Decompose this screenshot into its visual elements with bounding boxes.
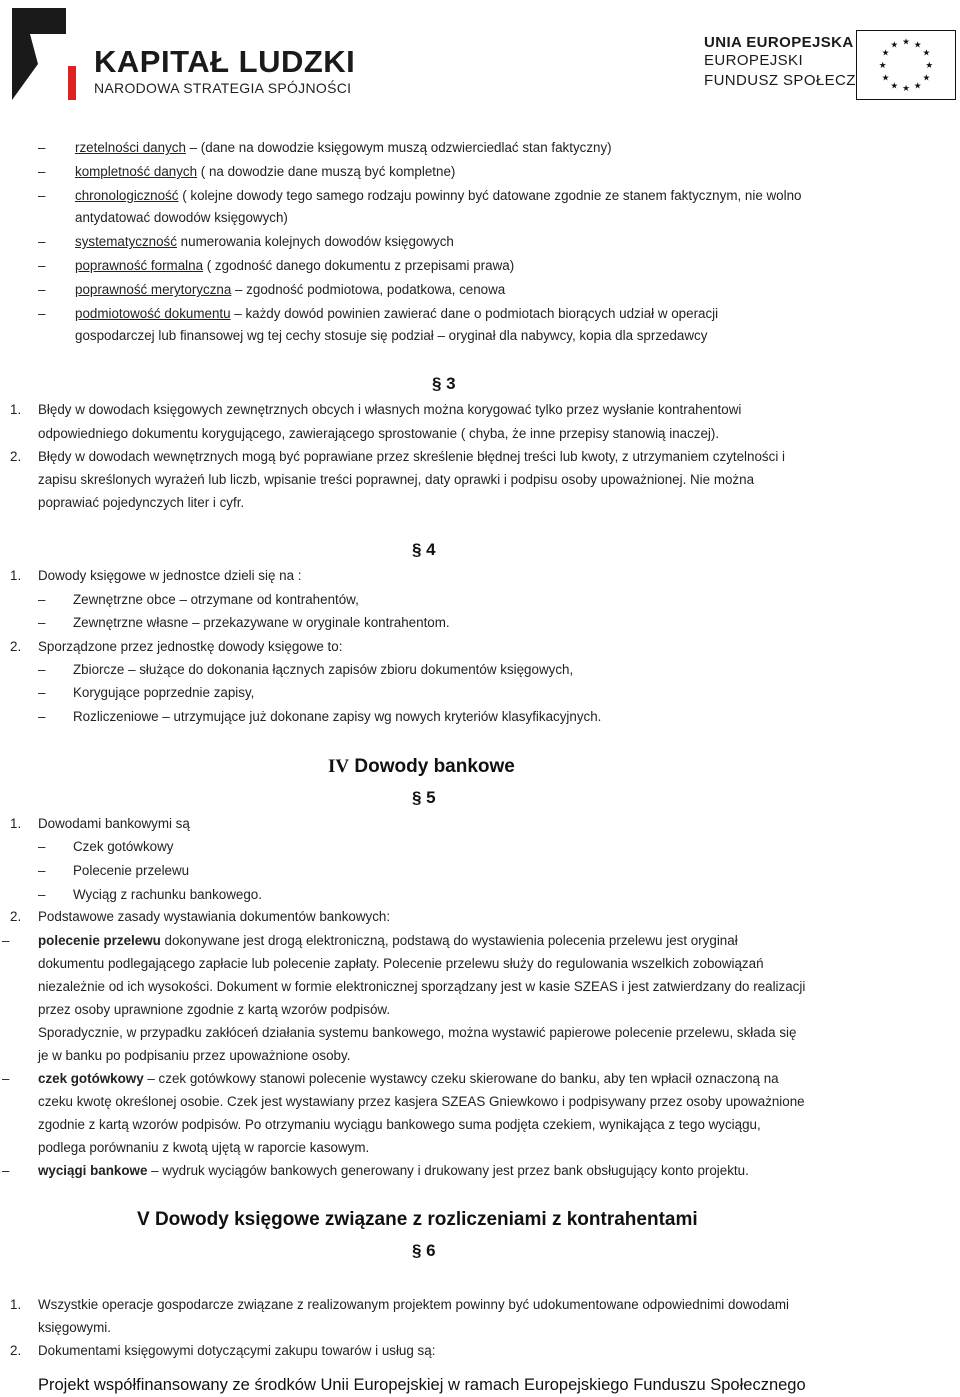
svg-text:★: ★ <box>881 48 890 59</box>
dash-bullet: – <box>38 306 46 321</box>
paragraph-line: Dowodami bankowymi są <box>38 816 190 831</box>
paragraph-line: Dowody księgowe w jednostce dzieli się na : <box>38 568 302 583</box>
section-3-title: § 3 <box>432 374 456 393</box>
dash-bullet: – <box>38 863 46 878</box>
svg-text:★: ★ <box>878 60 887 71</box>
dash-bullet: – <box>38 839 46 854</box>
dash-bullet: – <box>38 282 46 297</box>
paragraph-line: wyciągi bankowe – wydruk wyciągów bankowych generowany i drukowany jest przez bank obsługujący konto projektu. <box>38 1163 749 1178</box>
paragraph-line: poprawiać pojedynczych liter i cyfr. <box>38 495 245 510</box>
paragraph-line: Sporadycznie, w przypadku zakłóceń działania systemu bankowego, można wystawić papierowe polecenie przelewu, składa się <box>38 1025 797 1040</box>
chapter-5-title: V Dowody księgowe związane z rozliczeniami z kontrahentami <box>137 1209 698 1230</box>
section-4-title: § 4 <box>412 540 436 559</box>
list-item: poprawność merytoryczna – zgodność podmiotowa, podatkowa, cenowa <box>75 282 506 297</box>
dash-bullet: – <box>38 234 46 249</box>
item-number: 2. <box>10 909 22 924</box>
list-item-cont: gospodarczej lub finansowej wg tej cechy stosuje się podział – oryginał dla nabywcy, kopia dla sprzedawcy <box>75 328 708 343</box>
dash-bullet: – <box>38 709 46 724</box>
paragraph-line: dokumentu podlegającego zapłacie lub polecenie zapłaty. Polecenie przelewu służy do regulowania wszelkich zobowiązań <box>38 956 764 971</box>
logo-title: KAPITAŁ LUDZKI <box>94 44 356 79</box>
list-item: poprawność formalna ( zgodność danego dokumentu z przepisami prawa) <box>75 258 515 273</box>
list-item: Rozliczeniowe – utrzymujące już dokonane zapisy wg nowych kryteriów klasyfikacyjnych. <box>73 709 602 724</box>
paragraph-line: odpowiedniego dokumentu korygującego, zawierającego sprostowanie ( chyba, że inne przepisy stanowią inaczej). <box>38 426 720 441</box>
item-number: 1. <box>10 568 22 583</box>
eu-flag-icon <box>856 30 956 100</box>
paragraph-line: je w banku po podpisaniu przez upoważnione osoby. <box>38 1048 351 1063</box>
svg-text:★: ★ <box>890 40 899 51</box>
paragraph-line: Podstawowe zasady wystawiania dokumentów bankowych: <box>38 909 391 924</box>
list-item: Czek gotówkowy <box>73 839 174 854</box>
eu-logo <box>700 30 958 102</box>
section-6-title: § 6 <box>412 1241 436 1260</box>
item-number: 1. <box>10 1297 22 1312</box>
dash-bullet: – <box>2 1071 10 1086</box>
paragraph-line: zapisu skreślonych wyrażeń lub liczb, wpisanie treści poprawnej, daty oprawki i podpisu osoby upoważnionej. Nie można <box>38 472 755 487</box>
svg-text:★: ★ <box>913 81 922 92</box>
list-item: Korygujące poprzednie zapisy, <box>73 685 255 700</box>
list-item: Zewnętrzne własne – przekazywane w oryginale kontrahentom. <box>73 615 450 630</box>
kapital-ludzki-logo <box>8 4 356 104</box>
eu-line2: EUROPEJSKI <box>704 52 804 69</box>
list-item: kompletność danych ( na dowodzie dane muszą być kompletne) <box>75 164 456 179</box>
item-number: 1. <box>10 402 22 417</box>
paragraph-line: podlega porównaniu z kwotą ujętą w raporcie kasowym. <box>38 1140 370 1155</box>
list-item: chronologiczność ( kolejne dowody tego samego rodzaju powinny być datowane zgodnie ze stanem faktycznym, nie wolno <box>75 188 802 203</box>
dash-bullet: – <box>38 140 46 155</box>
paragraph-line: księgowymi. <box>38 1320 111 1335</box>
dash-bullet: – <box>38 164 46 179</box>
paragraph-line: Błędy w dowodach księgowych zewnętrznych obcych i własnych można korygować tylko przez wysłanie kontrahentowi <box>38 402 742 417</box>
eu-line3: FUNDUSZ SPOŁECZNY <box>704 72 878 89</box>
page-footer: Projekt współfinansowany ze środków Unii Europejskiej w ramach Europejskiego Funduszu Społecznego <box>38 1376 806 1394</box>
dash-bullet: – <box>38 188 46 203</box>
paragraph-line: Błędy w dowodach wewnętrznych mogą być poprawiane przez skreślenie błędnej treści lub kwoty, z utrzymaniem czytelności i <box>38 449 785 464</box>
paragraph-line: czek gotówkowy – czek gotówkowy stanowi polecenie wystawcy czeku skierowane do banku, aby ten wpłacił oznaczoną na <box>38 1071 779 1086</box>
list-item: Polecenie przelewu <box>73 863 190 878</box>
svg-text:★: ★ <box>881 73 890 84</box>
paragraph-line: polecenie przelewu dokonywane jest drogą elektroniczną, podstawą do wystawienia polecenia przelewu jest oryginał <box>38 933 738 948</box>
item-number: 2. <box>10 1343 22 1358</box>
list-item: systematyczność numerowania kolejnych dowodów księgowych <box>75 234 454 249</box>
dash-bullet: – <box>38 615 46 630</box>
paragraph-line: zgodnie z kartą wzorów podpisów. Po otrzymaniu wyciągu bankowego suma podjęta czekiem, wynikająca z tego wyciągu, <box>38 1117 761 1132</box>
list-item: Zewnętrzne obce – otrzymane od kontrahentów, <box>73 592 359 607</box>
dash-bullet: – <box>2 933 10 948</box>
kapital-ludzki-emblem-icon <box>8 4 80 104</box>
svg-text:★: ★ <box>902 84 910 95</box>
list-item: Zbiorcze – służące do dokonania łącznych zapisów zbioru dokumentów księgowych, <box>73 662 574 677</box>
paragraph-line: przez osoby uprawnione zgodnie z kartą wzorów podpisów. <box>38 1002 391 1017</box>
svg-text:★: ★ <box>922 48 931 59</box>
dash-bullet: – <box>38 662 46 677</box>
section-5-title: § 5 <box>412 788 436 807</box>
dash-bullet: – <box>38 258 46 273</box>
eu-line1: UNIA EUROPEJSKA <box>704 34 854 51</box>
paragraph-line: niezależnie od ich wysokości. Dokument w formie elektronicznej sporządzany jest w kasie SZEAS i jest zatwierdzany do realizacji <box>38 979 806 994</box>
dash-bullet: – <box>38 592 46 607</box>
item-number: 2. <box>10 449 22 464</box>
dash-bullet: – <box>2 1163 10 1178</box>
paragraph-line: Sporządzone przez jednostkę dowody księgowe to: <box>38 639 343 654</box>
item-number: 2. <box>10 639 22 654</box>
item-number: 1. <box>10 816 22 831</box>
list-item: podmiotowość dokumentu – każdy dowód powinien zawierać dane o podmiotach biorących udział w operacji <box>75 306 719 321</box>
logo-subtitle: NARODOWA STRATEGIA SPÓJNOŚCI <box>94 80 352 96</box>
paragraph-line: Dokumentami księgowymi dotyczącymi zakupu towarów i usług są: <box>38 1343 436 1358</box>
page-header <box>0 0 960 110</box>
svg-text:★: ★ <box>890 81 899 92</box>
svg-text:★: ★ <box>925 60 934 71</box>
svg-text:★: ★ <box>902 37 910 48</box>
list-item: rzetelności danych – (dane na dowodzie księgowym muszą odzwierciedlać stan faktyczny) <box>75 140 612 155</box>
list-item: Wyciąg z rachunku bankowego. <box>73 887 262 902</box>
dash-bullet: – <box>38 685 46 700</box>
paragraph-line: Wszystkie operacje gospodarcze związane z realizowanym projektem powinny być udokumentowane odpowiednimi dowodami <box>38 1297 789 1312</box>
chapter-4-title: IV Dowody bankowe <box>328 756 515 777</box>
list-item-cont: antydatować dowodów księgowych) <box>75 210 288 225</box>
dash-bullet: – <box>38 887 46 902</box>
svg-text:★: ★ <box>922 73 931 84</box>
svg-text:★: ★ <box>913 40 922 51</box>
paragraph-line: czeku kwotę określonej osobie. Czek jest wystawiany przez kasjera SZEAS Gniewkowo i podpisywany przez osoby upoważnione <box>38 1094 805 1109</box>
